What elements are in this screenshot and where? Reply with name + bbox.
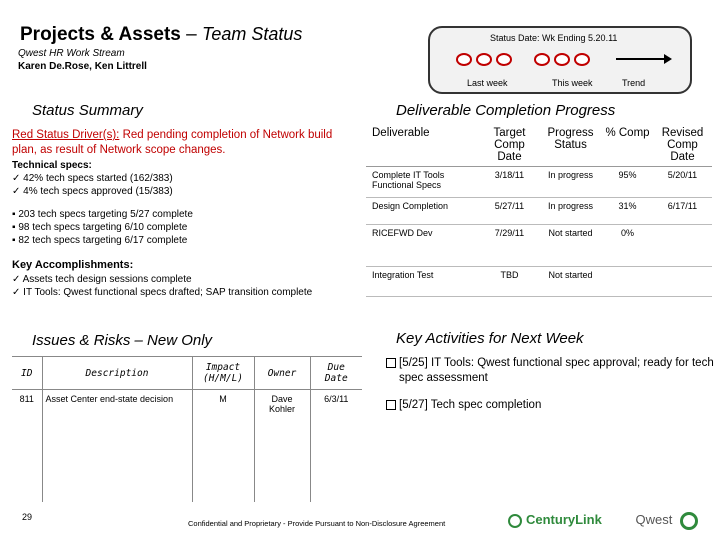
- owners-label: Karen De.Rose, Ken Littrell: [18, 61, 147, 72]
- trend-label: Trend: [622, 78, 646, 88]
- target-item: ▪ 203 tech specs targeting 5/27 complete: [12, 209, 193, 220]
- tech-specs-label: Technical specs:: [12, 160, 92, 171]
- qwest-logo-icon: [680, 512, 698, 530]
- issues-table: [12, 356, 362, 502]
- title-subtitle: Team Status: [202, 24, 303, 44]
- issues-heading: Issues & Risks – New Only: [32, 332, 213, 349]
- col-due-date: Due Date: [310, 357, 362, 390]
- this-week-label: This week: [552, 78, 593, 88]
- last-week-lamp-2-icon: [476, 53, 492, 66]
- status-date: Status Date: Wk Ending 5.20.11: [490, 33, 618, 43]
- target-item: ▪ 82 tech specs targeting 6/17 complete: [12, 235, 188, 246]
- col-percent: % Comp: [602, 124, 653, 167]
- col-owner: Owner: [254, 357, 310, 390]
- title-separator: –: [180, 24, 202, 45]
- tech-spec-item: ✓ 4% tech specs approved (15/383): [12, 186, 173, 197]
- title-main: Projects & Assets: [20, 24, 181, 45]
- tech-spec-item: ✓ 42% tech specs started (162/383): [12, 173, 173, 184]
- red-status-label: Red Status Driver(s):: [12, 129, 120, 141]
- table-row: Integration Test TBD Not started: [366, 267, 712, 297]
- trend-arrow-icon: [616, 58, 670, 60]
- page-title: [20, 24, 302, 46]
- page-number: 29: [22, 512, 33, 522]
- col-deliverable: Deliverable: [366, 124, 480, 167]
- status-lamps: [456, 53, 686, 69]
- col-description: Description: [42, 357, 192, 390]
- checkbox-bullet-icon: [386, 400, 396, 410]
- activities-heading: Key Activities for Next Week: [396, 330, 584, 347]
- checkbox-bullet-icon: [386, 358, 396, 368]
- list-item: [5/25] IT Tools: Qwest functional spec approval; ready for tech spec assessment: [386, 356, 714, 386]
- activities-list: [386, 356, 714, 425]
- list-item: [5/27] Tech spec completion: [386, 398, 714, 413]
- red-status-text: Red pending completion of Network build plan, as result of Network scope changes.: [12, 129, 333, 156]
- col-progress: Progress Status: [539, 124, 602, 167]
- centurylink-logo-icon: [508, 514, 522, 528]
- col-revised-date: Revised Comp Date: [653, 124, 712, 167]
- deliverables-table: [366, 124, 712, 297]
- accomplishment-item: ✓ IT Tools: Qwest functional specs drafted; SAP transition complete: [12, 287, 313, 298]
- confidential-notice: Confidential and Proprietary - Provide Pursuant to Non-Disclosure Agreement: [188, 519, 446, 528]
- accomplishment-item: ✓ Assets tech design sessions complete: [12, 274, 192, 285]
- qwest-logo: Qwest: [635, 512, 673, 527]
- table-row: Design Completion 5/27/11 In progress 31% 6/17/11: [366, 198, 712, 225]
- red-status-drivers: [12, 128, 357, 158]
- key-accomplishments-label: Key Accomplishments:: [12, 259, 134, 271]
- status-summary-heading: Status Summary: [32, 102, 143, 119]
- target-item: ▪ 98 tech specs targeting 6/10 complete: [12, 222, 188, 233]
- this-week-lamp-2-icon: [554, 53, 570, 66]
- last-week-label: Last week: [467, 78, 508, 88]
- deliverables-heading: Deliverable Completion Progress: [396, 102, 616, 119]
- last-week-lamp-1-icon: [456, 53, 472, 66]
- last-week-lamp-3-icon: [496, 53, 512, 66]
- this-week-lamp-1-icon: [534, 53, 550, 66]
- centurylink-logo: CenturyLink: [526, 512, 602, 527]
- status-summary: [12, 128, 357, 299]
- table-row: RICEFWD Dev 7/29/11 Not started 0%: [366, 225, 712, 267]
- table-row: Complete IT Tools Functional Specs 3/18/11 In progress 95% 5/20/11: [366, 167, 712, 198]
- col-id: ID: [12, 357, 42, 390]
- col-impact: Impact (H/M/L): [192, 357, 254, 390]
- table-row: 811 Asset Center end-state decision M Dave Kohler 6/3/11: [12, 390, 362, 502]
- work-stream-label: Qwest HR Work Stream: [18, 48, 125, 59]
- col-target-date: Target Comp Date: [480, 124, 539, 167]
- footer-logos: [508, 512, 672, 530]
- this-week-lamp-3-icon: [574, 53, 590, 66]
